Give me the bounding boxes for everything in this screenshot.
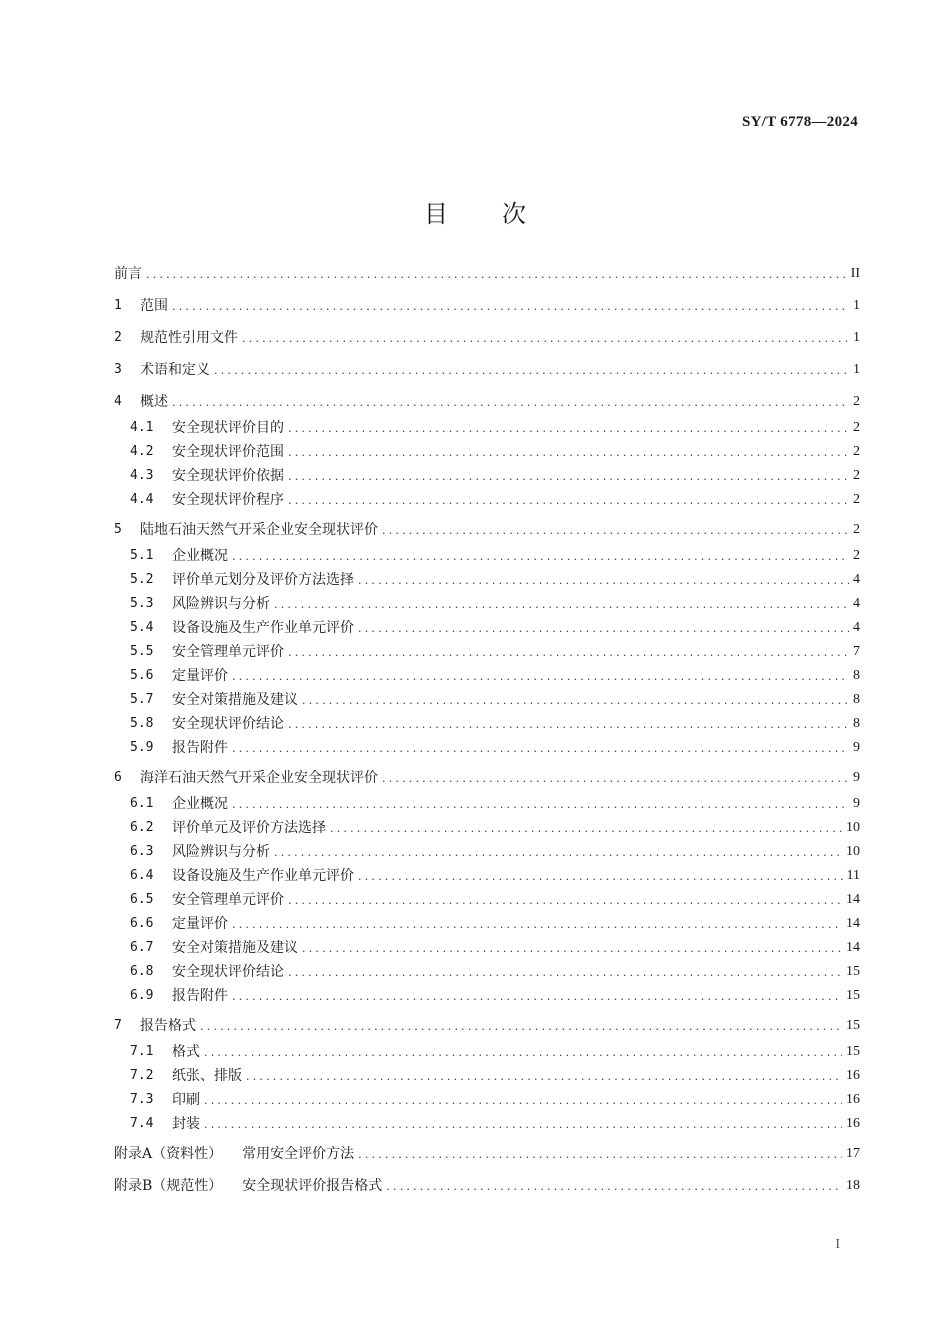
toc-entry-number: 6.5 (130, 892, 154, 907)
toc-entry-page: 14 (846, 892, 860, 907)
toc-entry-page: 2 (853, 420, 860, 435)
toc-entry-number: 6.3 (130, 844, 154, 859)
toc-entry-label: 定量评价 (172, 916, 228, 932)
toc-entry-page: 1 (853, 362, 860, 377)
toc-entry-page: 18 (846, 1178, 860, 1193)
toc-entry-page: 16 (846, 1092, 860, 1107)
toc-entry-number: 7.4 (130, 1116, 154, 1131)
toc-leader-dots (288, 468, 849, 486)
toc-entry-number: 6.1 (130, 796, 154, 811)
toc-entry-label: 设备设施及生产作业单元评价 (172, 868, 354, 884)
toc-entry-page: 15 (846, 1044, 860, 1059)
toc-entry[interactable] (130, 466, 860, 486)
toc-entry-page: 10 (846, 820, 860, 835)
toc-entry-number: 6.7 (130, 940, 154, 955)
toc-entry-page: 4 (853, 572, 860, 587)
toc-entry-label: 设备设施及生产作业单元评价 (172, 620, 354, 636)
toc-entry-label: 安全现状评价目的 (172, 420, 284, 436)
toc-entry-page: 11 (846, 868, 860, 883)
toc-entry[interactable] (130, 842, 860, 862)
toc-entry-page: 2 (853, 548, 860, 563)
toc-entry-label: 前言 (114, 266, 142, 282)
toc-entry-number: 5.5 (130, 644, 154, 659)
toc-entry-page: 2 (853, 468, 860, 483)
toc-entry-page: 9 (853, 740, 860, 755)
toc-entry-number: 3 (114, 362, 122, 377)
toc-entry-number: 7.1 (130, 1044, 154, 1059)
toc-entry[interactable] (130, 418, 860, 438)
toc-entry-number: 7 (114, 1018, 122, 1033)
toc-leader-dots (330, 820, 842, 838)
toc-leader-dots (172, 298, 849, 316)
toc-leader-dots (382, 522, 849, 540)
toc-entry-number: 5.2 (130, 572, 154, 587)
toc-entry[interactable] (130, 490, 860, 510)
toc-leader-dots (232, 796, 849, 814)
toc-leader-dots (358, 572, 849, 590)
toc-leader-dots (232, 916, 842, 934)
toc-entry-number: 6 (114, 770, 122, 785)
toc-entry-label: 概述 (140, 394, 168, 410)
toc-entry[interactable] (130, 866, 860, 886)
toc-leader-dots (172, 394, 849, 412)
toc-entry-number: 5.1 (130, 548, 154, 563)
toc-entry-page: 7 (853, 644, 860, 659)
toc-entry-label: 安全管理单元评价 (172, 892, 284, 908)
toc-entry-label: 安全现状评价结论 (172, 964, 284, 980)
toc-entry[interactable] (130, 666, 860, 686)
toc-entry-page: 15 (846, 964, 860, 979)
toc-entry-page: 4 (853, 596, 860, 611)
toc-entry-number: 5.9 (130, 740, 154, 755)
toc-leader-dots (382, 770, 849, 788)
toc-leader-dots (200, 1018, 842, 1036)
toc-entry-label: 安全现状评价依据 (172, 468, 284, 484)
toc-entry[interactable] (114, 1144, 860, 1164)
toc-entry[interactable] (130, 818, 860, 838)
toc-entry[interactable] (130, 1090, 860, 1110)
toc-leader-dots (246, 1068, 842, 1086)
toc-entry[interactable] (130, 642, 860, 662)
toc-entry-page: 9 (853, 770, 860, 785)
toc-leader-dots (232, 740, 849, 758)
toc-entry-page: 1 (853, 298, 860, 313)
toc-entry-number: 1 (114, 298, 122, 313)
toc-entry-page: 4 (853, 620, 860, 635)
toc-entry-label: 安全对策措施及建议 (172, 940, 298, 956)
toc-entry-number: 5.3 (130, 596, 154, 611)
toc-entry-number: 7.2 (130, 1068, 154, 1083)
toc-entry-label: 常用安全评价方法 (242, 1146, 355, 1162)
toc-leader-dots (204, 1116, 842, 1134)
toc-entry-label: 企业概况 (172, 796, 228, 812)
toc-leader-dots (288, 716, 849, 734)
toc-leader-dots (232, 988, 842, 1006)
toc-entry[interactable] (114, 392, 860, 412)
toc-entry-label: 安全现状评价范围 (172, 444, 284, 460)
toc-leader-dots (302, 940, 842, 958)
toc-leader-dots (232, 668, 849, 686)
toc-entry[interactable] (114, 328, 860, 348)
toc-entry-label: 风险辨识与分析 (172, 596, 270, 612)
toc-entry-number: 6.2 (130, 820, 154, 835)
toc-entry-number: 6.8 (130, 964, 154, 979)
toc-leader-dots (274, 844, 842, 862)
toc-entry-label: 海洋石油天然气开采企业安全现状评价 (140, 770, 378, 786)
toc-entry-page: 14 (846, 940, 860, 955)
toc-entry-page: 8 (853, 668, 860, 683)
toc-entry-label: 陆地石油天然气开采企业安全现状评价 (140, 522, 378, 538)
toc-leader-dots (386, 1178, 842, 1196)
toc-entry-number: 5.4 (130, 620, 154, 635)
toc-entry-page: 8 (853, 716, 860, 731)
toc-entry[interactable] (130, 938, 860, 958)
toc-entry-number: 6.6 (130, 916, 154, 931)
toc-leader-dots (232, 548, 849, 566)
toc-entry-page: 2 (853, 444, 860, 459)
toc-leader-dots (242, 330, 849, 348)
toc-entry[interactable] (130, 442, 860, 462)
toc-entry-label: 范围 (140, 298, 168, 314)
toc-entry[interactable] (130, 546, 860, 566)
toc-entry-label: 安全现状评价结论 (172, 716, 284, 732)
toc-leader-dots (204, 1044, 842, 1062)
toc-entry[interactable] (130, 690, 860, 710)
toc-entry-page: 14 (846, 916, 860, 931)
toc-leader-dots (288, 644, 849, 662)
toc-entry[interactable] (130, 1066, 860, 1086)
toc-entry[interactable] (114, 520, 860, 540)
toc-entry-label: 报告附件 (172, 740, 228, 756)
toc-entry-number: 4.4 (130, 492, 154, 507)
toc-entry-label: 报告附件 (172, 988, 228, 1004)
toc-leader-dots (146, 266, 847, 284)
toc-entry-label: 印刷 (172, 1092, 200, 1108)
toc-entry-label: 报告格式 (140, 1018, 196, 1034)
toc-entry-page: 16 (846, 1116, 860, 1131)
toc-entry-label: 定量评价 (172, 668, 228, 684)
toc-leader-dots (288, 420, 849, 438)
toc-entry[interactable] (114, 768, 860, 788)
toc-entry-page: 9 (853, 796, 860, 811)
toc-entry-label: 安全对策措施及建议 (172, 692, 298, 708)
toc-entry[interactable] (130, 962, 860, 982)
toc-leader-dots (204, 1092, 842, 1110)
toc-leader-dots (358, 620, 849, 638)
toc-entry-page: 16 (846, 1068, 860, 1083)
toc-entry[interactable] (114, 1016, 860, 1036)
toc-entry-page: 10 (846, 844, 860, 859)
toc-entry-number: 附录A（资料性） (114, 1146, 223, 1162)
toc-entry-page: 15 (846, 1018, 860, 1033)
toc-entry[interactable] (114, 1176, 860, 1196)
toc-entry[interactable] (130, 618, 860, 638)
toc-entry[interactable] (130, 1114, 860, 1134)
toc-entry-number: 4 (114, 394, 122, 409)
toc-entry-number: 4.1 (130, 420, 154, 435)
toc-entry-number: 5.6 (130, 668, 154, 683)
toc-entry[interactable] (130, 594, 860, 614)
toc-entry[interactable] (114, 296, 860, 316)
toc-entry-number: 4.2 (130, 444, 154, 459)
toc-entry[interactable] (130, 570, 860, 590)
toc-entry-label: 规范性引用文件 (140, 330, 238, 346)
toc-entry-label: 纸张、排版 (172, 1068, 242, 1084)
toc-entry[interactable] (130, 714, 860, 734)
toc-entry-number: 4.3 (130, 468, 154, 483)
toc-entry-label: 安全现状评价报告格式 (242, 1178, 383, 1194)
toc-entry-page: 2 (853, 522, 860, 537)
toc-leader-dots (288, 964, 842, 982)
toc-entry-label: 企业概况 (172, 548, 228, 564)
toc-entry-number: 5 (114, 522, 122, 537)
toc-entry-page: 1 (853, 330, 860, 345)
toc-entry-number: 6.4 (130, 868, 154, 883)
title-char-1: 目 (424, 200, 448, 228)
toc-entry-label: 格式 (172, 1044, 200, 1060)
toc-entry-label: 评价单元划分及评价方法选择 (172, 572, 354, 588)
toc-entry-page: 2 (853, 492, 860, 507)
toc-entry-page: 17 (846, 1146, 860, 1161)
toc-entry[interactable] (130, 914, 860, 934)
toc-entry[interactable] (114, 264, 860, 284)
toc-entry-label: 评价单元及评价方法选择 (172, 820, 326, 836)
toc-entry[interactable] (114, 360, 860, 380)
toc-entry-label: 安全管理单元评价 (172, 644, 284, 660)
toc-entry-label: 风险辨识与分析 (172, 844, 270, 860)
toc-entry[interactable] (130, 738, 860, 758)
toc-leader-dots (302, 692, 849, 710)
standard-code: SY/T 6778—2024 (741, 114, 858, 130)
toc-entry-page: 8 (853, 692, 860, 707)
toc-entry[interactable] (130, 890, 860, 910)
toc-entry-number: 7.3 (130, 1092, 154, 1107)
toc-entry[interactable] (130, 986, 860, 1006)
toc-entry[interactable] (130, 1042, 860, 1062)
toc-entry-page: 15 (846, 988, 860, 1003)
toc-leader-dots (214, 362, 849, 380)
toc-entry-number: 2 (114, 330, 122, 345)
footer-page-number: I (835, 1237, 840, 1252)
toc-leader-dots (288, 444, 849, 462)
toc-entry-number: 5.7 (130, 692, 154, 707)
toc-leader-dots (274, 596, 849, 614)
toc-entry-label: 术语和定义 (140, 362, 210, 378)
toc-entry-page: 2 (853, 394, 860, 409)
toc-leader-dots (288, 892, 842, 910)
toc-entry-label: 封装 (172, 1116, 200, 1132)
toc-entry-number: 5.8 (130, 716, 154, 731)
toc-entry-number: 附录B（规范性） (114, 1178, 223, 1194)
toc-leader-dots (358, 868, 843, 886)
toc-leader-dots (358, 1146, 842, 1164)
toc-entry-page: II (850, 266, 860, 281)
toc-leader-dots (288, 492, 849, 510)
toc-entry-label: 安全现状评价程序 (172, 492, 284, 508)
title-char-2: 次 (502, 200, 526, 228)
toc-entry-number: 6.9 (130, 988, 154, 1003)
toc-entry[interactable] (130, 794, 860, 814)
